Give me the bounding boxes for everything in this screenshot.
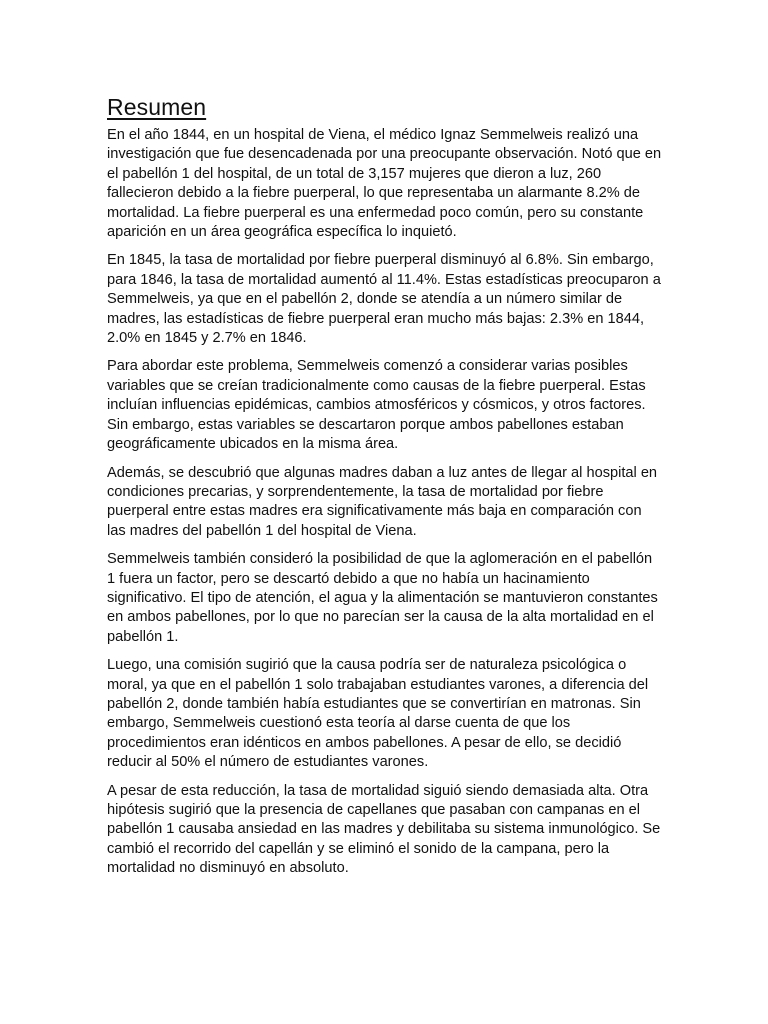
paragraph-6: Luego, una comisión sugirió que la causa podría ser de naturaleza psicológica o moral, ya que en el pabellón 1 solo trabajaban estudiantes varones, a diferencia del pabellón 2, donde también había estudiantes que se convertirían en matronas. Sin embargo, Semmelweis cuestionó esta teoría al darse cuenta de que los procedimientos eran idénticos en ambos pabellones. A pesar de ello, se decidió reducir al 50% el número de estudiantes varones. [107, 657, 649, 771]
paragraph-4: Además, se descubrió que algunas madres daban a luz antes de llegar al hospital en condiciones precarias, y sorprendentemente, la tasa de mortalidad por fiebre puerperal entre estas madres era significativamente más baja en comparación con las madres del pabellón 1 del hospital de Viena. [107, 464, 658, 539]
paragraph-5: Semmelweis también consideró la posibilidad de que la aglomeración en el pabellón 1 fuera un factor, pero se descartó debido a que no había un hacinamiento significativo. El tipo de atención, el agua y la alimentación se mantuvieron constantes en ambos pabellones, por lo que no parecían ser la causa de la alta mortalidad en el pabellón 1. [107, 551, 658, 645]
paragraph-1: En el año 1844, en un hospital de Viena, el médico Ignaz Semmelweis realizó una investigación que fue desencadenada por una preocupante observación. Notó que en el pabellón 1 del hospital, de un total de 3,157 mujeres que dieron a luz, 260 fallecieron debido a la fiebre puerperal, lo que representaba un alarmante 8.2% de mortalidad. La fiebre puerperal es una enfermedad poco común, pero su constante aparición en un área geográfica específica lo inquietó. [107, 127, 662, 241]
page-title: Resumen [107, 94, 207, 120]
paragraph-7: A pesar de esta reducción, la tasa de mortalidad siguió siendo demasiada alta. Otra hipótesis sugirió que la presencia de capellanes que pasaban con campanas en el pabellón 1 causaba ansiedad en las madres y debilitaba su sistema inmunológico. Se cambió el recorrido del capellán y se eliminó el sonido de la campana, pero la mortalidad no disminuyó en absoluto. [107, 782, 661, 877]
paragraph-3: Para abordar este problema, Semmelweis comenzó a considerar varias posibles variables que se creían tradicionalmente como causas de la fiebre puerperal. Estas incluían influencias epidémicas, cambios atmosféricos y cósmicos, y otros factores. Sin embargo, estas variables se descartaron porque ambos pabellones estaban geográficamente ubicados en la misma área. [107, 358, 646, 453]
document-page [107, 92, 663, 888]
paragraph-2: En 1845, la tasa de mortalidad por fiebre puerperal disminuyó al 6.8%. Sin embargo, para 1846, la tasa de mortalidad aumentó al 11.4%. Estas estadísticas preocuparon a Semmelweis, ya que en el pabellón 2, donde se atendía a un número similar de madres, las estadísticas de fiebre puerperal eran mucho más bajas: 2.3% en 1844, 2.0% en 1845 y 2.7% en 1846. [107, 252, 661, 347]
